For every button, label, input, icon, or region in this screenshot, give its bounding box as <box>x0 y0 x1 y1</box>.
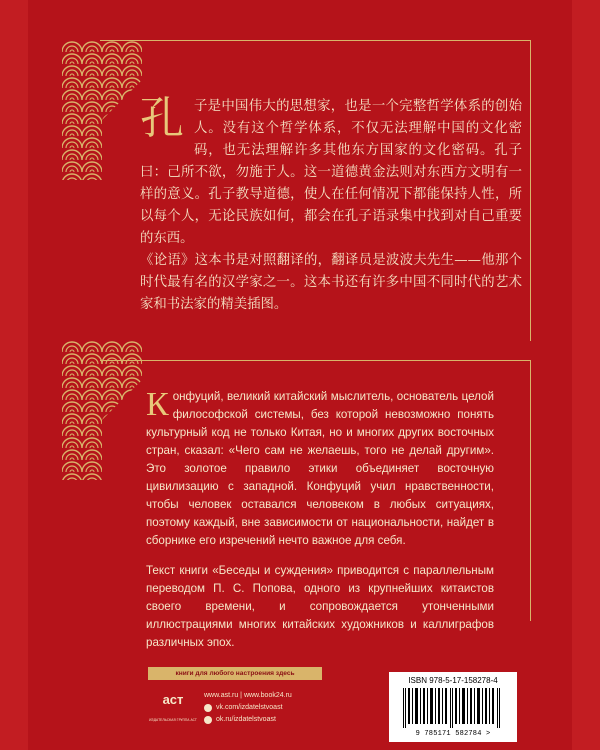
vk-icon <box>204 704 212 712</box>
russian-para-2: Текст книги «Беседы и суждения» приводится с параллельным переводом П. С. Попова, одного из крупнейших китаистов своего времени, и сопровождается утонченными иллюстрациями многих китайских художников и каллиграфов различных эпох. <box>146 564 494 649</box>
russian-para-1: онфуций, великий китайский мыслитель, основатель целой философской системы, без которой невозможно понять культурный код не только Китая, но и многих других восточных стран, сказал: «Чего сам не желаешь, того не делай другим». Это золотое правило этики объединяет восточную цивилизацию с западной. Конфуций учил нравственности, чтобы человек оставался человеком в любых ситуациях, поэтому каждый, вне зависимости от национальности, найдет в сборнике его изречений нечто важное для себя. <box>146 390 494 547</box>
publisher-logo <box>150 690 196 726</box>
web-link[interactable]: www.ast.ru | www.book24.ru <box>204 692 292 699</box>
barcode-digits: 9 785171 582784 > <box>415 730 491 738</box>
left-stripe <box>0 0 28 750</box>
tagline: книги для любого настроения здесь <box>148 667 322 680</box>
logo-subtitle: ИЗДАТЕЛЬСКАЯ ГРУППА АСТ <box>149 718 197 722</box>
chinese-body-2: 《论语》这本书是对照翻译的，翻译员是波波夫先生——他那个时代最有名的汉学家之一。这本书还有许多中国不同时代的艺术家和书法家的精美插图。 <box>140 253 522 312</box>
right-stripe <box>572 0 600 750</box>
chinese-drop-cap: 孔 <box>140 93 184 144</box>
chinese-body: 子是中国伟大的思想家，也是一个完整哲学体系的创始人。没有这个哲学体系，不仅无法理解中国的文化密码，也无法理解许多其他东方国家的文化密码。孔子曰：己所不欲，勿施于人。这一道德黄金法则对东西方文明有一样的意义。孔子教导道德，使人在任何情况下都能保持人性，所以每个人，无论民族如何，都会在孔子语录集中找到对自己重要的东西。 <box>140 99 522 246</box>
russian-drop-cap: К <box>146 386 169 423</box>
publisher-links <box>204 690 292 726</box>
logo-name: аст <box>162 692 184 707</box>
isbn: ISBN 978-5-17-158278-4 <box>408 676 498 685</box>
russian-description <box>146 388 494 664</box>
chinese-description <box>140 93 522 316</box>
ok-icon <box>204 716 212 724</box>
vk-link[interactable]: vk.com/izdatelstvoast <box>216 704 283 711</box>
barcode-bars <box>403 688 503 728</box>
ok-link[interactable]: ok.ru/izdatelstvoast <box>216 716 276 723</box>
barcode <box>389 672 517 742</box>
